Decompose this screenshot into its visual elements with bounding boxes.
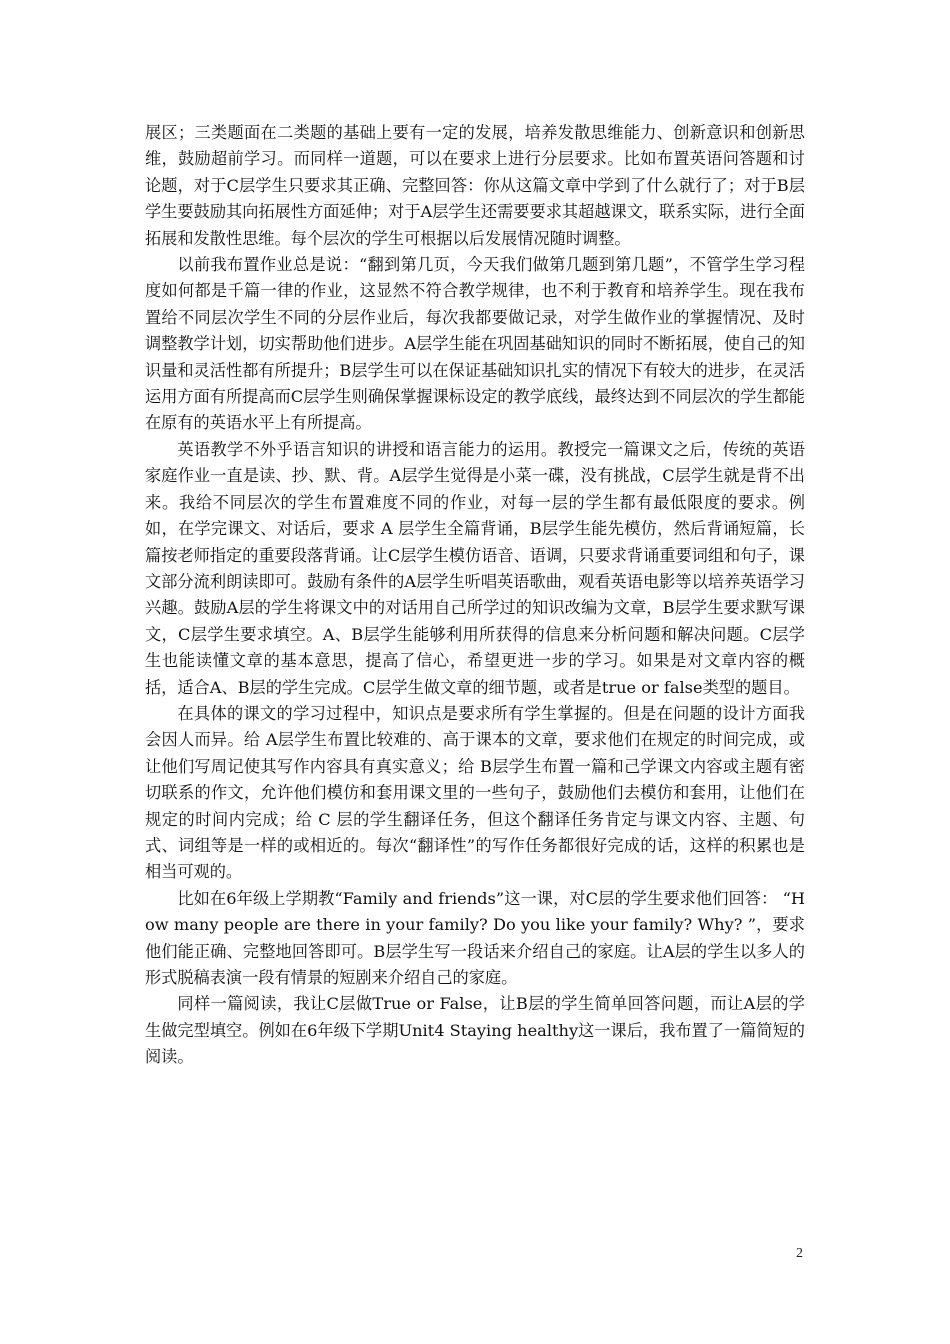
document-body	[145, 120, 805, 1071]
page-number: 2	[796, 1246, 803, 1261]
paragraph-language-teaching: 英语教学不外乎语言知识的讲授和语言能力的运用。教授完一篇课文之后，传统的英语家庭作业一直是读、抄、默、背。A层学生觉得是小菜一碟，没有挑战，C层学生就是背不出来。我给不同层次的学生布置难度不同的作业，对每一层的学生都有最低限度的要求。例如，在学完课文、对话后，要求 A 层学生全篇背诵，B层学生能先模仿，然后背诵短篇，长篇按老师指定的重要段落背诵。让C层学生模仿语音、语调，只要求背诵重要词组和句子，课文部分流利朗读即可。鼓励有条件的A层学生听唱英语歌曲，观看英语电影等以培养英语学习兴趣。鼓励A层的学生将课文中的对话用自己所学过的知识改编为文章，B层学生要求默写课文，C层学生要求填空。A、B层学生能够利用所获得的信息来分析问题和解决问题。C层学生也能读懂文章的基本意思，提高了信心，希望更进一步的学习。如果是对文章内容的概括，适合A、B层的学生完成。C层学生做文章的细节题，或者是true or false类型的题目。	[145, 439, 805, 697]
paragraph-text-learning: 在具体的课文的学习过程中，知识点是要求所有学生掌握的。但是在问题的设计方面我会因人而异。给 A层学生布置比较难的、高于课本的文章，要求他们在规定的时间完成，或让他们写周记使其写作内容具有真实意义；给 B层学生布置一篇和己学课文内容或主题有密切联系的作文，允许他们模仿和套用课文里的一些句子，鼓励他们去模仿和套用，让他们在规定的时间内完成；给 C 层的学生翻译任务，但这个翻译任务肯定与课文内容、主题、句式、词组等是一样的或相近的。每次“翻译性”的写作任务都很好完成的话，这样的积累也是相当可观的。	[145, 703, 805, 882]
paragraph-reading-example: 同样一篇阅读，我让C层做True or False，让B层的学生简单回答问题，而让A层的学生做完型填空。例如在6年级下学期Unit4 Staying healthy这一课后，我布置了一篇简短的阅读。	[145, 994, 805, 1067]
paragraph-homework-habits: 以前我布置作业总是说：“翻到第几页，今天我们做第几题到第几题”，不管学生学习程度如何都是千篇一律的作业，这显然不符合教学规律，也不利于教育和培养学生。现在我布置给不同层次学生不同的分层作业后，每次我都要做记录，对学生做作业的掌握情况、及时调整教学计划，切实帮助他们进步。A层学生能在巩固基础知识的同时不断拓展，使自己的知识量和灵活性都有所提升；B层学生可以在保证基础知识扎实的情况下有较大的进步，在灵活运用方面有所提高而C层学生则确保掌握课标设定的教学底线，最终达到不同层次的学生都能在原有的英语水平上有所提高。	[145, 255, 805, 433]
paragraph-family-example: 比如在6年级上学期教“Family and friends”这一课，对C层的学生要求他们回答： “How many people are there in your family? Do you like your family? Why? ”，要求他们能正确、完整地回答即可。B层学生写一段话来介绍自己的家庭。让A层的学生以多人的形式脱稿表演一段有情景的短剧来介绍自己的家庭。	[145, 888, 805, 987]
paragraph-continuation: 展区；三类题面在二类题的基础上要有一定的发展，培养发散思维能力、创新意识和创新思维，鼓励超前学习。而同样一道题，可以在要求上进行分层要求。比如布置英语问答题和讨论题，对于C层学生只要求其正确、完整回答：你从这篇文章中学到了什么就行了；对于B层学生要鼓励其向拓展性方面延伸；对于A层学生还需要要求其超越课文，联系实际，进行全面拓展和发散性思维。每个层次的学生可根据以后发展情况随时调整。	[145, 123, 805, 248]
